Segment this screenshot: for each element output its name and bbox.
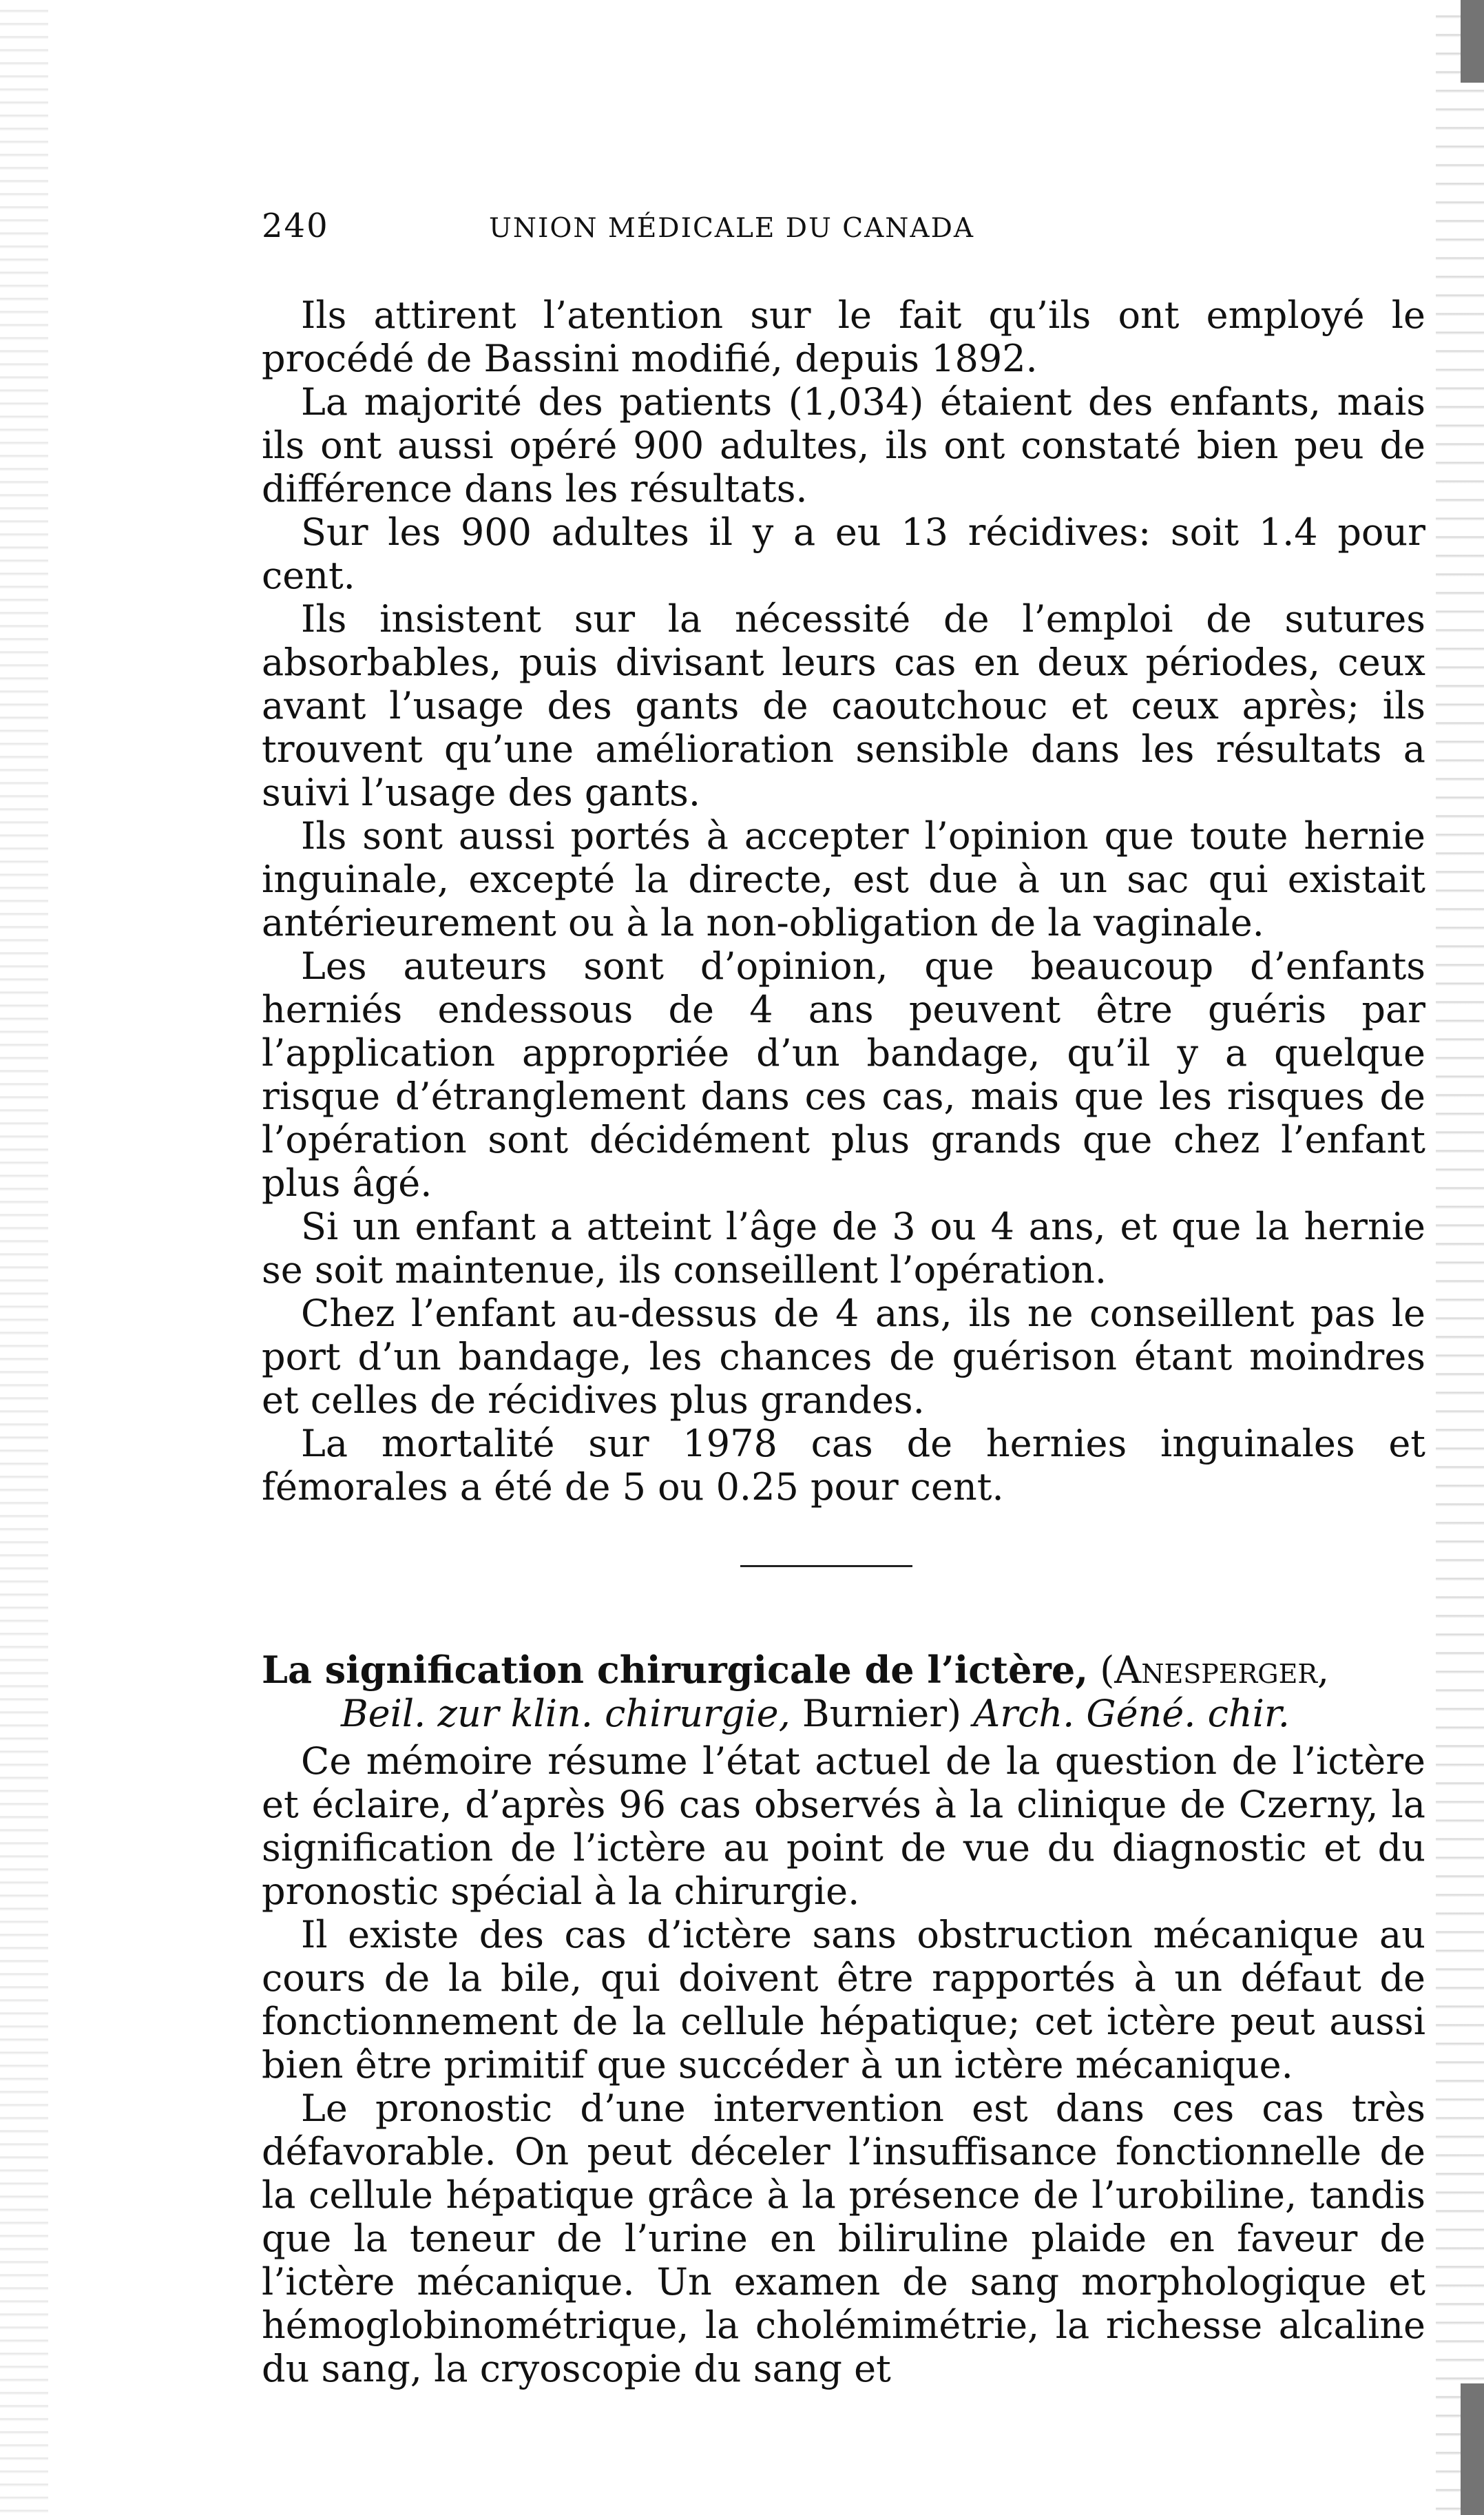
review-source: Beil. zur klin. chirurgie, (341, 1692, 791, 1735)
paragraph: Ils attirent l’atention sur le fait qu’ils ont employé le procédé de Bassini modifié, depuis 1892. (262, 293, 1425, 380)
section-divider (740, 1565, 912, 1567)
review-journal: Arch. Géné. chir. (973, 1692, 1290, 1735)
paragraph: Ils insistent sur la nécessité de l’emploi de sutures absorbables, puis divisant leurs cas en deux périodes, ceux avant l’usage des gants de caoutchouc et ceux après; ils trouvent qu’une amélioration sensible dans les résultats a suivi l’usage des gants. (262, 597, 1425, 814)
running-head (262, 207, 1425, 245)
review-translator: Burnier) (802, 1692, 962, 1735)
review-author: Anesperger, (1114, 1648, 1330, 1692)
page-number: 240 (262, 207, 329, 245)
scan-edge-right (1436, 0, 1484, 2515)
book-page (262, 207, 1425, 2390)
paragraph: Ils sont aussi portés à accepter l’opinion que toute hernie inguinale, excepté la directe, est due à un sac qui existait antérieurement ou à la non-obligation de la vaginale. (262, 814, 1425, 944)
paragraph: Sur les 900 adultes il y a eu 13 récidives: soit 1.4 pour cent. (262, 510, 1425, 597)
review-heading (262, 1648, 1425, 1735)
paragraph: Il existe des cas d’ictère sans obstruction mécanique au cours de la bile, qui doivent être rapportés à un défaut de fonctionnement de la cellule hépatique; cet ictère peut aussi bien être primitif que succéder à un ictère mécanique. (262, 1913, 1425, 2087)
running-title: UNION MÉDICALE DU CANADA (489, 213, 975, 244)
paragraph: La mortalité sur 1978 cas de hernies inguinales et fémorales a été de 5 ou 0.25 pour cent. (262, 1422, 1425, 1509)
scan-edge-left (0, 0, 48, 2515)
article-body (262, 293, 1425, 1509)
review-body (262, 1739, 1425, 2390)
review-open-paren: ( (1100, 1648, 1115, 1692)
paragraph: Le pronostic d’une intervention est dans ces cas très défavorable. On peut déceler l’insuffisance fonctionnelle de la cellule hépatique grâce à la présence de l’urobiline, tandis que la teneur de l’urine en biliruline plaide en faveur de l’ictère mécanique. Un examen de sang morphologique et hémoglobinométrique, la cholémimétrie, la richesse alcaline du sang, la cryoscopie du sang et (262, 2087, 1425, 2390)
paragraph: Chez l’enfant au-dessus de 4 ans, ils ne conseillent pas le port d’un bandage, les chances de guérison étant moindres et celles de récidives plus grandes. (262, 1292, 1425, 1422)
paragraph: Si un enfant a atteint l’âge de 3 ou 4 ans, et que la hernie se soit maintenue, ils conseillent l’opération. (262, 1205, 1425, 1292)
paragraph: La majorité des patients (1,034) étaient des enfants, mais ils ont aussi opéré 900 adultes, ils ont constaté bien peu de différence dans les résultats. (262, 380, 1425, 510)
paragraph: Les auteurs sont d’opinion, que beaucoup d’enfants herniés endessous de 4 ans peuvent être guéris par l’application appropriée d’un bandage, qu’il y a quelque risque d’étranglement dans ces cas, mais que les risques de l’opération sont décidément plus grands que chez l’enfant plus âgé. (262, 944, 1425, 1205)
paragraph: Ce mémoire résume l’état actuel de la question de l’ictère et éclaire, d’après 96 cas observés à la clinique de Czerny, la signification de l’ictère au point de vue du diagnostic et du pronostic spécial à la chirurgie. (262, 1739, 1425, 1913)
review-title: La signification chirurgicale de l’ictère, (262, 1648, 1089, 1692)
